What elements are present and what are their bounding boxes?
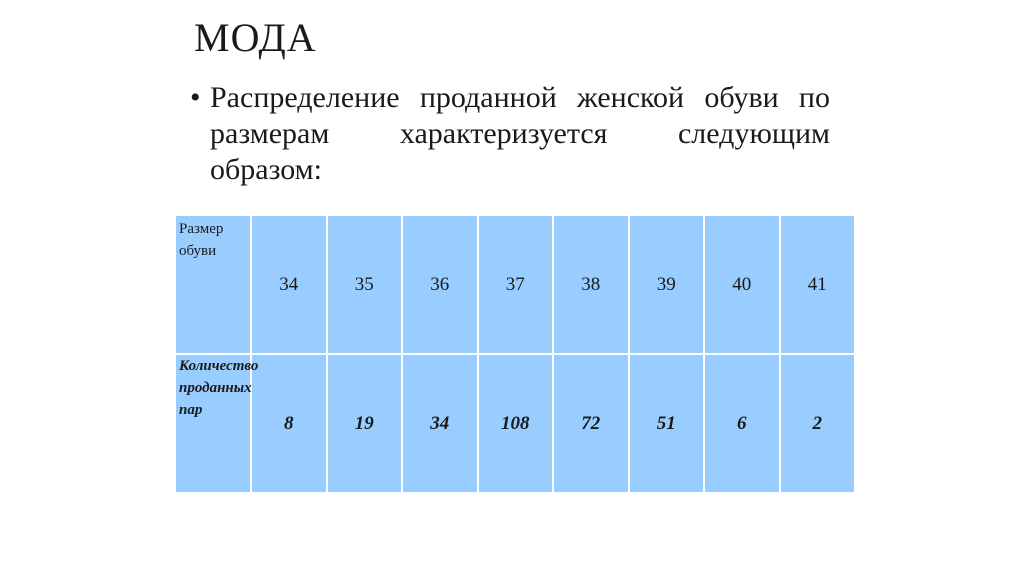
table-cell: 35 [327,215,403,354]
bullet-marker: • [190,81,201,114]
row-header-shoe-size: Размер обуви [175,215,251,354]
table-cell: 40 [704,215,780,354]
table-cell: 19 [327,354,403,493]
shoe-size-table [174,214,856,494]
table-row-pairs-sold [175,354,855,493]
table-cell: 6 [704,354,780,493]
table-cell: 51 [629,354,705,493]
table-cell: 2 [780,354,856,493]
table-cell: 34 [402,354,478,493]
bullet-item [190,80,830,188]
table-row-shoe-size [175,215,855,354]
table-cell: 34 [251,215,327,354]
bullet-text: Распределение проданной женской обуви по размерам характеризуется следующим образом: [210,81,830,186]
table-cell: 38 [553,215,629,354]
row-header-pairs-sold: Количество проданных пар [175,354,251,493]
table-cell: 8 [251,354,327,493]
slide-title: МОДА [194,15,317,60]
table-cell: 72 [553,354,629,493]
table-cell: 108 [478,354,554,493]
table-cell: 36 [402,215,478,354]
table-cell: 39 [629,215,705,354]
table-cell: 37 [478,215,554,354]
table-cell: 41 [780,215,856,354]
